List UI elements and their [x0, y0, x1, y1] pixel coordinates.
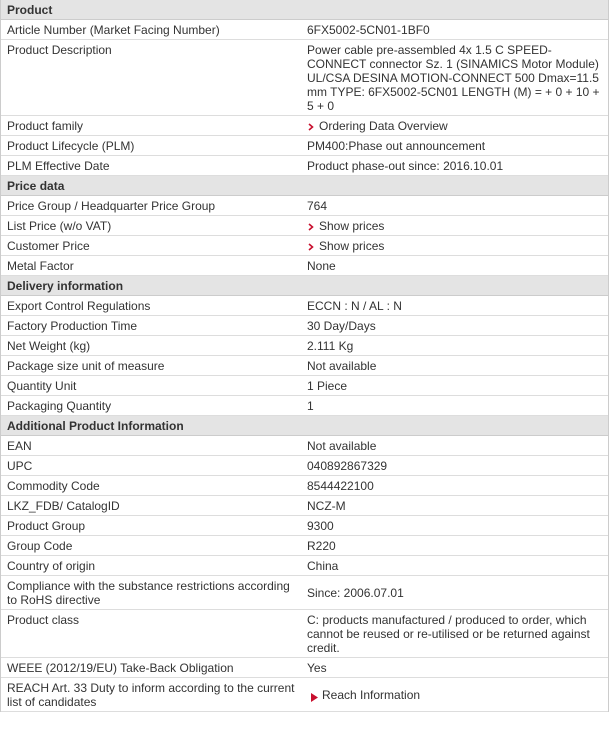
row-value-link	[301, 685, 608, 704]
table-row	[1, 476, 608, 496]
table-row	[1, 356, 608, 376]
row-value: C: products manufactured / produced to order, which cannot be reused or re-utilised or be returned against credit.	[307, 613, 590, 655]
row-label: Export Control Regulations	[7, 299, 151, 313]
table-row	[1, 496, 608, 516]
table-row	[1, 678, 608, 712]
table-row	[1, 658, 608, 678]
row-label: Price Group / Headquarter Price Group	[7, 199, 216, 213]
table-row	[1, 216, 608, 236]
table-row	[1, 196, 608, 216]
row-value: 040892867329	[307, 459, 388, 473]
triangle-right-icon	[311, 691, 318, 700]
row-value: NCZ-M	[307, 499, 346, 513]
table-row	[1, 396, 608, 416]
row-value: Yes	[307, 661, 327, 675]
row-label: Metal Factor	[7, 259, 74, 273]
link-label: Ordering Data Overview	[319, 119, 448, 133]
table-row	[1, 136, 608, 156]
row-label: Customer Price	[7, 239, 90, 253]
row-value-link	[301, 216, 608, 235]
row-value: 1 Piece	[307, 379, 348, 393]
chevron-right-icon	[307, 123, 315, 131]
show-prices-link[interactable]	[307, 219, 384, 233]
row-value: 1	[307, 399, 314, 413]
show-prices-link[interactable]	[307, 239, 384, 253]
row-value-link	[301, 236, 608, 255]
section-header-additional-product-information: Additional Product Information	[1, 416, 608, 436]
row-label: Commodity Code	[7, 479, 100, 493]
row-value: China	[307, 559, 339, 573]
section-header-price-data: Price data	[1, 176, 608, 196]
row-value: Product phase-out since: 2016.10.01	[307, 159, 504, 173]
row-label: Product family	[7, 119, 84, 133]
row-label: Compliance with the substance restrictions according to RoHS directive	[7, 579, 290, 607]
row-value: None	[307, 259, 336, 273]
table-row	[1, 256, 608, 276]
row-value: 2.111 Kg	[307, 339, 354, 353]
table-row	[1, 116, 608, 136]
section-header-product: Product	[1, 0, 608, 20]
row-value-link	[301, 116, 608, 135]
row-value: 764	[307, 199, 328, 213]
chevron-right-icon	[307, 223, 315, 231]
table-row	[1, 376, 608, 396]
row-value: 8544422100	[307, 479, 374, 493]
row-label: Factory Production Time	[7, 319, 138, 333]
row-label: Article Number (Market Facing Number)	[7, 23, 220, 37]
table-row	[1, 516, 608, 536]
table-row	[1, 20, 608, 40]
row-value: Not available	[307, 439, 377, 453]
ordering-data-overview-link[interactable]	[307, 119, 448, 133]
table-row	[1, 610, 608, 658]
table-row	[1, 436, 608, 456]
row-label: Product Group	[7, 519, 86, 533]
table-row	[1, 40, 608, 116]
table-row	[1, 456, 608, 476]
table-row	[1, 156, 608, 176]
reach-information-link[interactable]	[311, 688, 420, 702]
row-label: LKZ_FDB/ CatalogID	[7, 499, 120, 513]
table-row	[1, 556, 608, 576]
row-label: WEEE (2012/19/EU) Take-Back Obligation	[7, 661, 234, 675]
link-label: Reach Information	[322, 688, 421, 702]
table-row	[1, 236, 608, 256]
row-label: Quantity Unit	[7, 379, 77, 393]
row-value: 30 Day/Days	[307, 319, 376, 333]
table-row	[1, 336, 608, 356]
row-value: ECCN : N / AL : N	[307, 299, 402, 313]
table-row	[1, 536, 608, 556]
row-value: 9300	[307, 519, 334, 533]
row-label: Product Description	[7, 43, 112, 57]
table-row	[1, 316, 608, 336]
row-label: Package size unit of measure	[7, 359, 165, 373]
row-label: Product class	[7, 613, 80, 627]
row-value: R220	[307, 539, 336, 553]
row-label: UPC	[7, 459, 33, 473]
link-label: Show prices	[319, 219, 385, 233]
section-header-delivery-information: Delivery information	[1, 276, 608, 296]
row-label: PLM Effective Date	[7, 159, 110, 173]
row-label: List Price (w/o VAT)	[7, 219, 112, 233]
row-value: 6FX5002-5CN01-1BF0	[307, 23, 430, 37]
row-label: EAN	[7, 439, 32, 453]
chevron-right-icon	[307, 243, 315, 251]
table-row	[1, 576, 608, 610]
link-label: Show prices	[319, 239, 385, 253]
row-value: Since: 2006.07.01	[307, 586, 404, 600]
row-label: REACH Art. 33 Duty to inform according to the current list of candidates	[7, 681, 295, 709]
row-label: Net Weight (kg)	[7, 339, 91, 353]
row-label: Product Lifecycle (PLM)	[7, 139, 135, 153]
row-label: Packaging Quantity	[7, 399, 112, 413]
table-row	[1, 296, 608, 316]
row-value: PM400:Phase out announcement	[307, 139, 486, 153]
row-value: Power cable pre-assembled 4x 1.5 C SPEED-CONNECT connector Sz. 1 (SINAMICS Motor Module) UL/CSA DESINA MOTION-CONNECT 500 Dmax=11.5 mm TYPE: 6FX5002-5CN01 LENGTH (M) = + 0 + 10 + 5 + 0	[307, 43, 600, 113]
row-value: Not available	[307, 359, 377, 373]
row-label: Country of origin	[7, 559, 96, 573]
row-label: Group Code	[7, 539, 73, 553]
